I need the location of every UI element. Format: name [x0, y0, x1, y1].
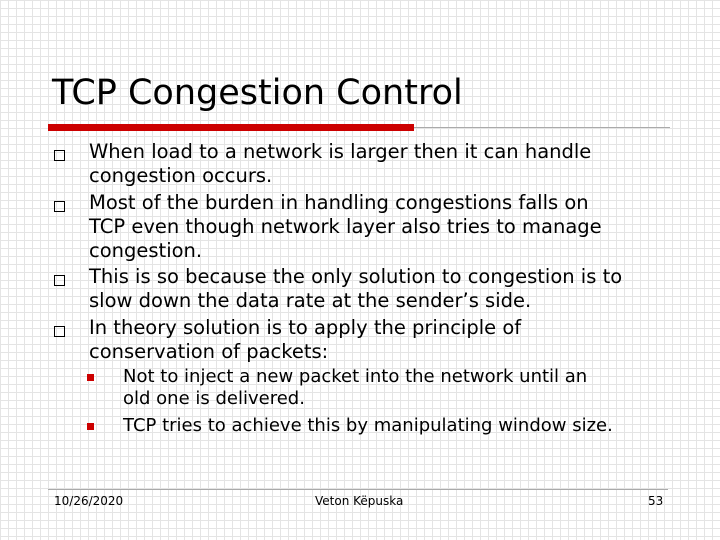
hollow-square-bullet-icon [54, 275, 65, 286]
bullet-line: This is so because the only solution to congestion is to [89, 265, 623, 288]
bullet-item [89, 140, 689, 188]
sub-bullet-line: old one is delivered. [123, 388, 305, 409]
title-underline-accent [48, 124, 414, 131]
bullet-line: conservation of packets: [89, 340, 329, 363]
sub-bullet-line: TCP tries to achieve this by manipulating window size. [123, 415, 613, 436]
bullet-line: In theory solution is to apply the principle of [89, 316, 522, 339]
footer-date: 10/26/2020 [54, 494, 124, 508]
filled-square-bullet-icon [87, 423, 94, 430]
title-underline-thin [414, 127, 670, 128]
footer-divider [48, 489, 668, 490]
sub-bullet-item [123, 415, 703, 437]
hollow-square-bullet-icon [54, 326, 65, 337]
bullet-line: Most of the burden in handling congestions falls on [89, 191, 589, 214]
bullet-item [89, 191, 689, 263]
bullet-line: congestion. [89, 239, 203, 262]
footer-page-number: 53 [648, 494, 664, 508]
bullet-line: TCP even though network layer also tries to manage [89, 215, 602, 238]
bullet-line: congestion occurs. [89, 164, 273, 187]
bullet-line: When load to a network is larger then it can handle [89, 140, 592, 163]
footer-author: Veton Këpuska [315, 494, 404, 508]
bullet-line: slow down the data rate at the sender’s side. [89, 289, 532, 312]
sub-bullet-item [123, 366, 703, 410]
hollow-square-bullet-icon [54, 201, 65, 212]
sub-bullet-line: Not to inject a new packet into the network until an [123, 366, 588, 387]
bullet-item [89, 316, 689, 364]
slide-title: TCP Congestion Control [52, 73, 463, 113]
hollow-square-bullet-icon [54, 150, 65, 161]
filled-square-bullet-icon [87, 374, 94, 381]
bullet-item [89, 265, 689, 313]
